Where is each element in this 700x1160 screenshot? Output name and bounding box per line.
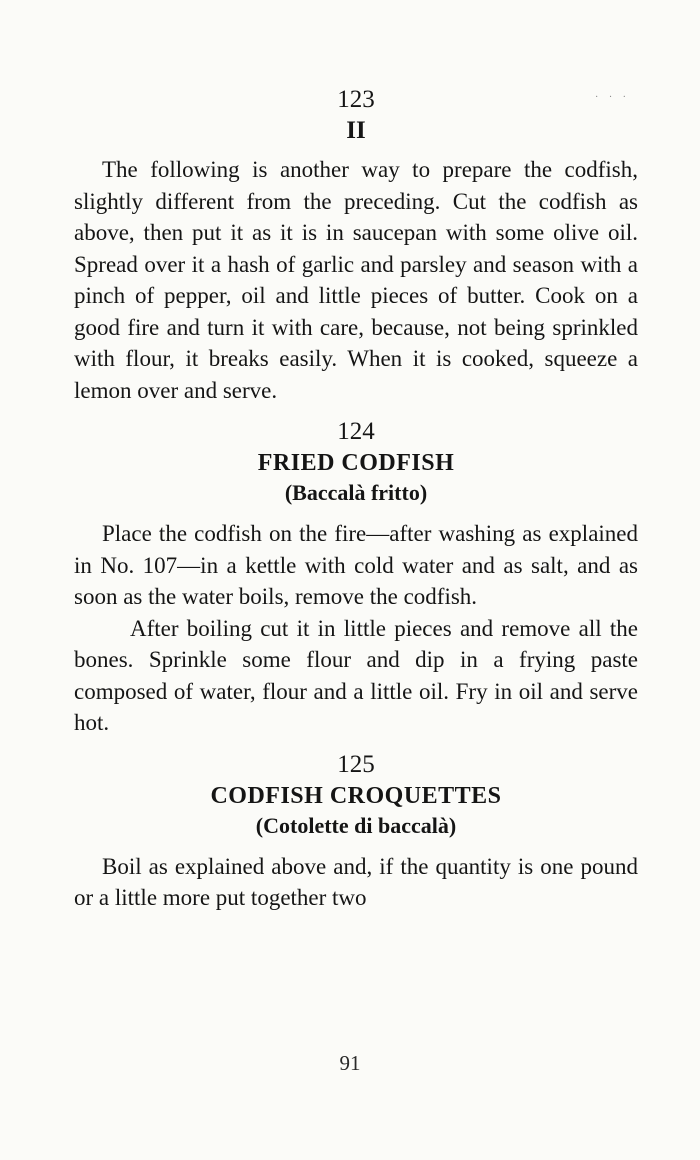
recipe-123-paragraph: The following is another way to prepare the codfish, slightly different from the preceding. Cut the codfish as above, then put it as it is in saucepan with some olive oil. Spread over it a hash of garlic and parsley and season with a pinch of pepper, oil and little pieces of butter. Cook on a good fire and turn it with care, because, not being sprinkled with flour, it breaks easily. When it is cooked, squeeze a lemon over and serve. — [74, 157, 638, 403]
book-page — [74, 84, 638, 914]
recipe-124-paragraph-1: Place the codfish on the fire—after washing as explained in No. 107—in a kettle with cold water and as salt, and as soon as the water boils, remove the codfish. — [74, 521, 638, 609]
recipe-number-124: 124 — [337, 418, 375, 445]
print-speck: · · · — [595, 92, 630, 103]
recipe-124-title: FRIED CODFISH — [257, 450, 455, 476]
recipe-125-subtitle: (Cotolette di baccalà) — [255, 812, 457, 838]
page-number: 91 — [339, 1051, 361, 1075]
recipe-variant-heading: II — [346, 117, 366, 144]
recipe-125-paragraph: Boil as explained above and, if the quantity is one pound or a little more put together two — [74, 853, 638, 910]
recipe-number-125: 125 — [337, 750, 375, 778]
recipe-number-123: 123 — [337, 86, 375, 113]
recipe-125-title: CODFISH CROQUETTES — [210, 782, 502, 809]
recipe-124-subtitle: (Baccalà fritto) — [284, 480, 428, 505]
recipe-124-paragraph-2: After boiling cut it in little pieces and remove all the bones. Sprinkle some flour and dip in a frying paste composed of water, flour and a little oil. Fry in oil and serve hot. — [74, 615, 638, 735]
